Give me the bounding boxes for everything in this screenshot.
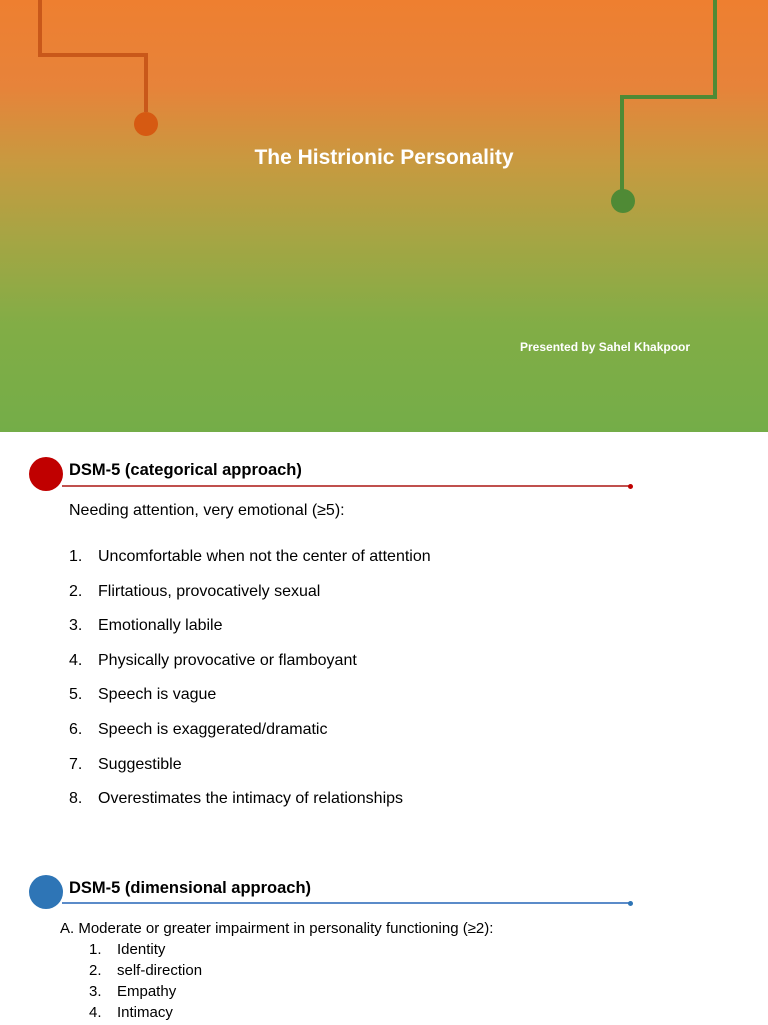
presenter-credit: Presented by Sahel Khakpoor — [520, 340, 691, 354]
section-bullet-blue — [29, 875, 63, 909]
list-item: 4. Intimacy — [89, 1004, 173, 1021]
rule-end-dot — [628, 484, 633, 489]
list-item: 8. Overestimates the intimacy of relationships — [69, 790, 404, 808]
section-bullet-red — [29, 457, 63, 491]
list-item: 1. Uncomfortable when not the center of attention — [69, 548, 431, 565]
list-item: 2. self-direction — [89, 962, 203, 979]
criteria-list — [69, 548, 431, 825]
decorative-lines — [0, 0, 768, 432]
green-connector-line — [611, 0, 715, 213]
presentation-title: The Histrionic Personality — [254, 146, 514, 169]
orange-connector-line — [40, 0, 158, 136]
list-item: 3. Empathy — [89, 983, 177, 1000]
list-item: 2. Flirtatious, provocatively sexual — [69, 582, 321, 600]
list-item: 7. Suggestible — [69, 755, 182, 773]
list-item: 6. Speech is exaggerated/dramatic — [69, 720, 328, 738]
list-item: 5. Speech is vague — [69, 686, 217, 704]
criteria-intro: Needing attention, very emotional (≥5): — [69, 502, 345, 519]
list-item: 1. Identity — [89, 941, 166, 958]
impairment-list — [89, 941, 202, 1025]
list-item: 4. Physically provocative or flamboyant — [69, 651, 357, 669]
impairment-intro: A. Moderate or greater impairment in personality functioning (≥2): — [60, 920, 494, 937]
title-slide — [0, 0, 768, 432]
section-heading: DSM-5 (categorical approach) — [69, 461, 302, 479]
rule-end-dot — [628, 901, 633, 906]
heading-rule — [62, 902, 630, 904]
heading-rule — [62, 485, 630, 487]
section-heading: DSM-5 (dimensional approach) — [69, 879, 312, 897]
list-item: 3. Emotionally labile — [69, 617, 223, 635]
